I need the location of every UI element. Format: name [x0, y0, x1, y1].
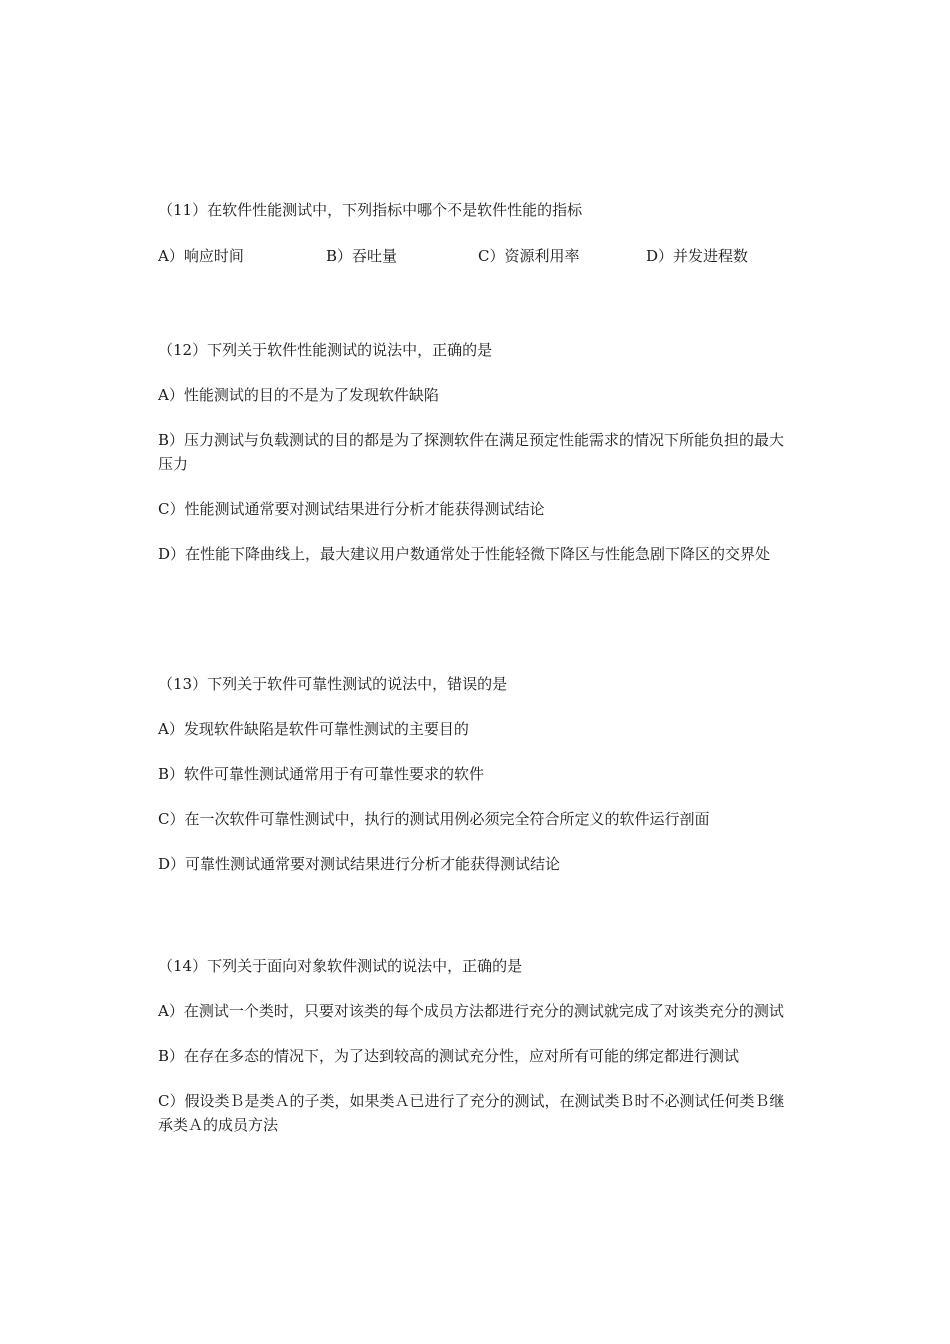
option-c: C）在一次软件可靠性测试中，执行的测试用例必须完全符合所定义的软件运行剖面 — [158, 810, 710, 828]
option-a: A）在测试一个类时，只要对该类的每个成员方法都进行充分的测试就完成了对该类充分的测试 — [158, 1002, 784, 1020]
question-stem: （13）下列关于软件可靠性测试的说法中，错误的是 — [158, 675, 508, 693]
option-b: B）压力测试与负载测试的目的都是为了探测软件在满足预定性能需求的情况下所能负担的最大压力 — [158, 431, 785, 473]
option-b: B）吞吐量 — [326, 247, 398, 265]
question-stem: （11）在软件性能测试中，下列指标中哪个不是软件性能的指标 — [158, 201, 583, 219]
options-row — [158, 244, 798, 268]
question-14 — [158, 954, 798, 1137]
option-d: D）在性能下降曲线上，最大建议用户数通常处于性能轻微下降区与性能急剧下降区的交界处 — [158, 545, 771, 563]
question-11 — [158, 198, 798, 268]
question-13 — [158, 672, 798, 876]
question-12 — [158, 338, 798, 566]
option-b: B）在存在多态的情况下，为了达到较高的测试充分性，应对所有可能的绑定都进行测试 — [158, 1047, 740, 1065]
option-b: B）软件可靠性测试通常用于有可靠性要求的软件 — [158, 765, 485, 783]
question-stem: （14）下列关于面向对象软件测试的说法中，正确的是 — [158, 957, 523, 975]
option-a: A）响应时间 — [158, 247, 244, 265]
question-stem: （12）下列关于软件性能测试的说法中，正确的是 — [158, 341, 493, 359]
option-c: C）资源利用率 — [478, 247, 580, 265]
option-d: D）可靠性测试通常要对测试结果进行分析才能获得测试结论 — [158, 855, 561, 873]
option-a: A）发现软件缺陷是软件可靠性测试的主要目的 — [158, 720, 469, 738]
option-d: D）并发进程数 — [646, 247, 749, 265]
option-c: C）性能测试通常要对测试结果进行分析才能获得测试结论 — [158, 500, 545, 518]
option-a: A）性能测试的目的不是为了发现软件缺陷 — [158, 386, 439, 404]
option-c: C）假设类Ｂ是类Ａ的子类，如果类Ａ已进行了充分的测试，在测试类Ｂ时不必测试任何类Ｂ继承类Ａ的成员方法 — [158, 1092, 785, 1134]
